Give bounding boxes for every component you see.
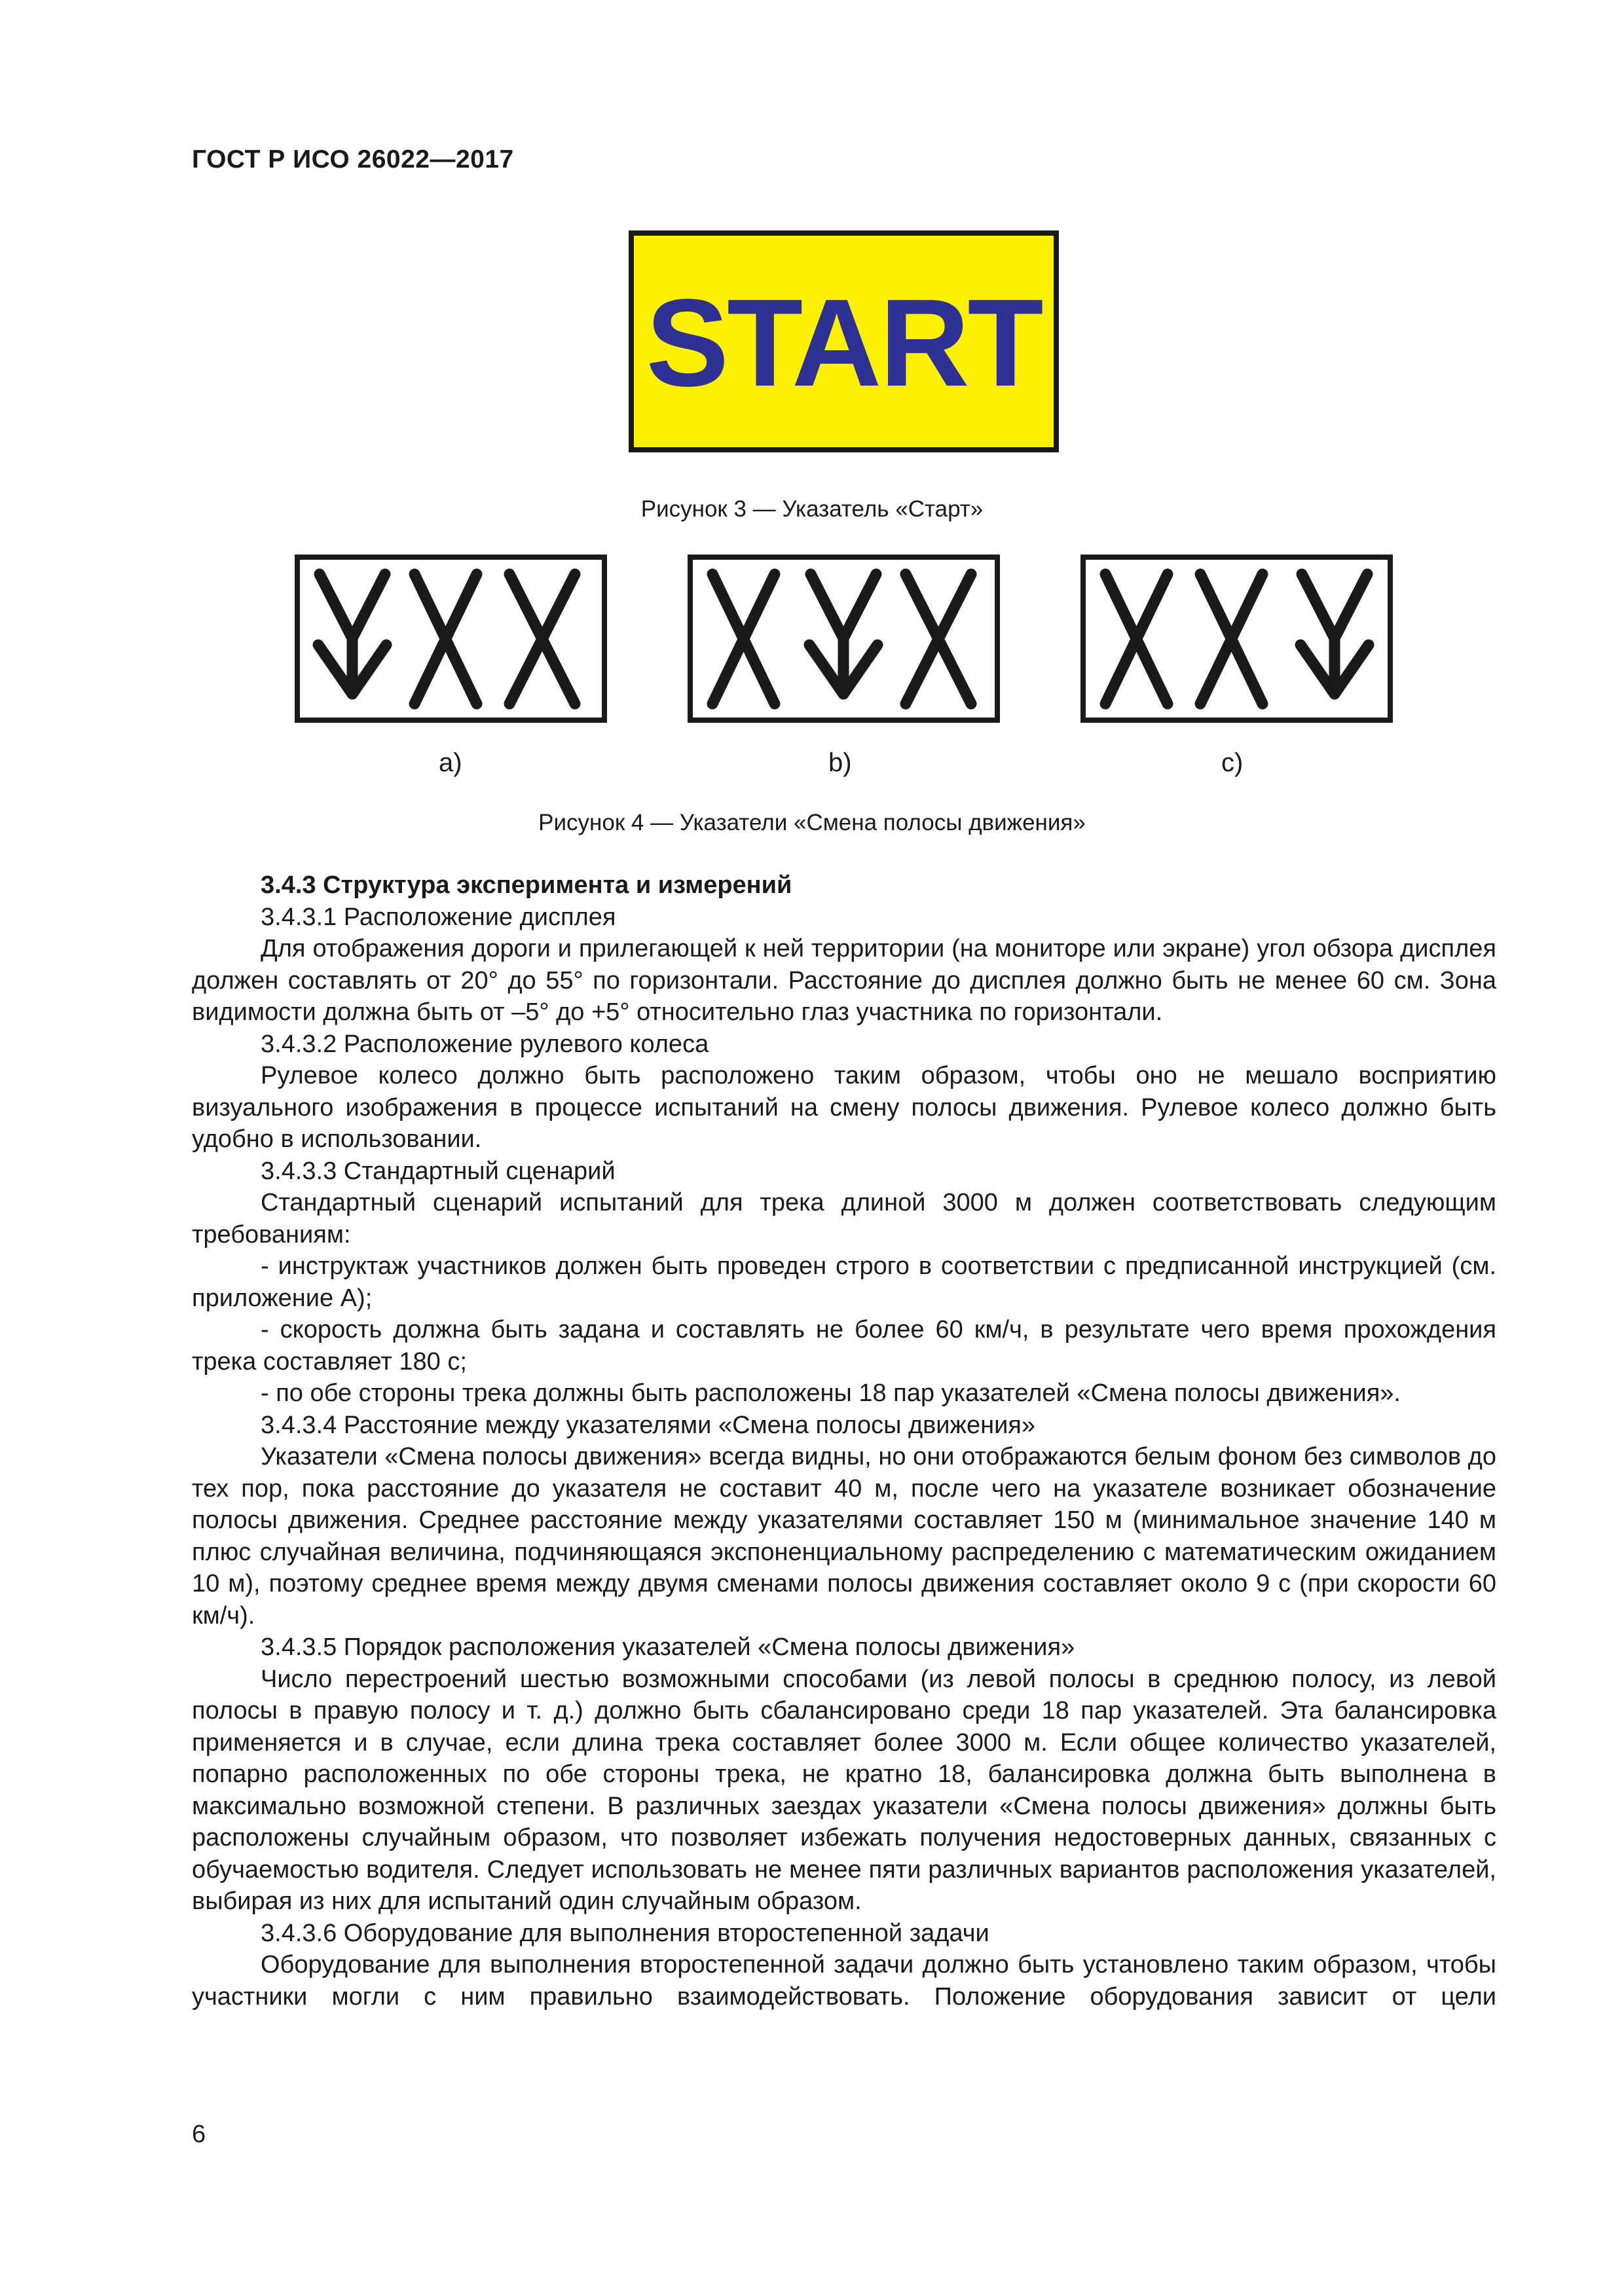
paragraph: Указатели «Смена полосы движения» всегда видны, но они отображаются белым фоном без символов до тех пор, пока расстояние до указателя не составит 40 м, после чего на указателе возникает обозначение полосы движения. Среднее расстояние между указателями составляет 150 м (минимальное значение 140 м плюс случайная величина, подчиняющаяся экспоненциальному распределению с математическим ожиданием 10 м), поэтому среднее время между двумя сменами полосы движения составляет около 9 с (при скорости 60 км/ч).: [192, 1443, 1496, 1630]
paragraph: Рулевое колесо должно быть расположено таким образом, чтобы оно не мешало восприятию визуального изображения в процессе испытаний на смену полосы движения. Рулевое колесо должно быть удобно в использовании.: [192, 1062, 1496, 1153]
figure-3-caption: Рисунок 3 — Указатель «Старт»: [640, 496, 984, 522]
sign-c-label: c): [1221, 748, 1244, 777]
lane-change-sign-a: [295, 555, 607, 723]
arrow-down-icon: [318, 574, 386, 694]
cross-icon: [1105, 574, 1168, 704]
section-title: 3.4.3 Структура эксперимента и измерений: [261, 871, 792, 899]
start-sign: [629, 230, 1059, 452]
cross-icon: [712, 574, 775, 704]
subsection-heading: 3.4.3.4 Расстояние между указателями «Смена полосы движения»: [261, 1411, 1036, 1439]
page-number: 6: [192, 2121, 206, 2148]
list-item: - инструктаж участников должен быть проведен строго в соответствии с предписанной инструкцией (см. приложение А);: [192, 1252, 1496, 1312]
lane-change-sign-c: [1080, 555, 1393, 723]
lane-sign-c-symbols: [1086, 560, 1388, 718]
lane-sign-a-symbols: [300, 560, 602, 718]
arrow-down-icon: [809, 574, 877, 694]
cross-icon: [415, 574, 477, 704]
list-item: - по обе стороны трека должны быть расположены 18 пар указателей «Смена полосы движения».: [261, 1379, 1401, 1407]
subsection-heading: 3.4.3.3 Стандартный сценарий: [261, 1157, 616, 1185]
start-sign-text: START: [646, 273, 1042, 412]
sign-a-label: а): [439, 748, 462, 777]
cross-icon: [906, 574, 971, 704]
figure-4-caption: Рисунок 4 — Указатели «Смена полосы движения»: [538, 810, 1086, 835]
paragraph: Оборудование для выполнения второстепенной задачи должно быть установлено таким образом, чтобы участники могли с ним правильно взаимодействовать. Положение оборудования зависит от цели: [192, 1951, 1496, 2011]
body-text: [192, 869, 1496, 2013]
lane-change-sign-b: [688, 555, 1000, 723]
list-item: - скорость должна быть задана и составлять не более 60 км/ч, в результате чего время прохождения трека составляет 180 с;: [192, 1316, 1496, 1376]
cross-icon: [509, 574, 575, 704]
paragraph: Стандартный сценарий испытаний для трека длиной 3000 м должен соответствовать следующим требованиям:: [192, 1189, 1496, 1248]
lane-sign-b-symbols: [693, 560, 995, 718]
document-header: ГОСТ Р ИСО 26022—2017: [192, 145, 514, 173]
cross-icon: [1200, 574, 1263, 704]
subsection-heading: 3.4.3.5 Порядок расположения указателей «Смена полосы движения»: [261, 1633, 1075, 1661]
sign-b-label: b): [828, 748, 852, 777]
arrow-down-icon: [1301, 574, 1369, 694]
subsection-heading: 3.4.3.1 Расположение дисплея: [261, 903, 616, 931]
paragraph: Для отображения дороги и прилегающей к ней территории (на мониторе или экране) угол обзора дисплея должен составлять от 20° до 55° по горизонтали. Расстояние до дисплея должно быть не менее 60 см. Зона видимости должна быть от –5° до +5° относительно глаз участника по горизонтали.: [192, 935, 1496, 1026]
subsection-heading: 3.4.3.6 Оборудование для выполнения второстепенной задачи: [261, 1919, 989, 1947]
subsection-heading: 3.4.3.2 Расположение рулевого колеса: [261, 1030, 709, 1058]
paragraph: Число перестроений шестью возможными способами (из левой полосы в среднюю полосу, из левой полосы в правую полосу и т. д.) должно быть сбалансировано среди 18 пар указателей. Эта балансировка применяется и в случае, если длина трека составляет более 3000 м. Если общее количество указателей, попарно расположенных по обе стороны трека, не кратно 18, балансировка должна быть выполнена в максимально возможной степени. В различных заездах указатели «Смена полосы движения» должны быть расположены случайным образом, что позволяет избежать получения недостоверных данных, связанных с обучаемостью водителя. Следует использовать не менее пяти различных вариантов расположения указателей, выбирая из них для испытаний один случайным образом.: [192, 1665, 1496, 1915]
